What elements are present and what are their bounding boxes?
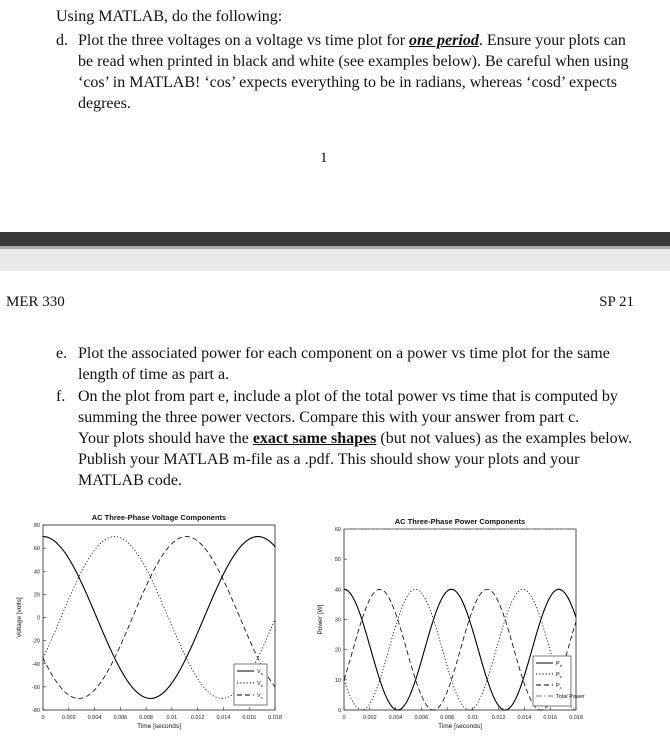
legend-label: Total Power (556, 694, 585, 700)
voltage-chart (0, 508, 330, 741)
y-tick-label: -80 (32, 708, 40, 714)
item-f-line-1: On the plot from part e, include a plot of the total power vs time that is computed by (78, 388, 618, 405)
x-axis-label: Time [seconds] (438, 723, 482, 730)
page-break-bar (0, 232, 670, 249)
x-tick-label: 0.018 (569, 715, 583, 721)
x-tick-label: 0.012 (491, 715, 506, 721)
x-tick-label: 0.002 (362, 715, 377, 721)
item-d-line-2: be read when printed in black and white (see examples below). Be careful when using (78, 53, 629, 70)
item-f-line-2: summing the three power vectors. Compare this with your answer from part c. (78, 409, 580, 426)
intro-text: Using MATLAB, do the following: (56, 8, 283, 25)
y-tick-label: -60 (32, 684, 40, 691)
y-tick-label: 80 (33, 523, 40, 529)
x-tick-label: 0 (41, 715, 45, 721)
item-f-body (78, 386, 632, 491)
item-f-line-4: Publish your MATLAB m-file as a .pdf. This should show your plots and your (78, 451, 580, 468)
page-gap (0, 249, 670, 271)
y-tick-label: 60 (334, 527, 341, 533)
x-tick-label: 0.014 (517, 715, 532, 721)
item-e-line-1: Plot the associated power for each component on a power vs time plot for the same (78, 345, 610, 362)
legend-label: $P_b$ (556, 672, 562, 679)
header-course: MER 330 (6, 294, 65, 310)
item-d-body (78, 30, 628, 114)
x-tick-label: 0.016 (543, 715, 558, 721)
item-d-line-4: degrees. (78, 95, 131, 112)
chart-title: AC Three-Phase Power Components (394, 517, 526, 526)
x-tick-label: 0.008 (139, 715, 153, 721)
item-e-body (78, 343, 610, 385)
item-e-label: e. (56, 345, 68, 362)
item-d-line-1: Plot the three voltages on a voltage vs time plot for one period. Ensure your plots can (78, 32, 626, 49)
item-e-line-2: length of time as part a. (78, 366, 230, 383)
x-tick-label: 0.004 (87, 715, 102, 721)
y-tick-label: -20 (32, 638, 40, 645)
legend-label: $V_a$ (257, 669, 263, 676)
y-tick-label: 40 (334, 587, 341, 594)
page-number: 1 (320, 150, 328, 166)
y-tick-label: 0 (36, 615, 40, 622)
x-tick-label: 0.012 (190, 715, 205, 721)
y-tick-label: 50 (334, 557, 341, 564)
emphasis-exact-same-shapes: exact same shapes (252, 430, 377, 447)
item-f-line-3: Your plots should have the exact same shapes (but not values) as the examples below. (78, 430, 633, 447)
item-d-line-3: ‘cos’ in MATLAB! ‘cos’ expects everything to be in radians, whereas ‘cosd’ expects (78, 74, 617, 91)
legend-label: $P_a$ (556, 661, 562, 668)
y-tick-label: 10 (334, 677, 341, 684)
legend-label: $V_b$ (257, 681, 263, 688)
chart-title: AC Three-Phase Voltage Components (91, 513, 227, 522)
page-1 (0, 0, 670, 232)
item-f-line-5: MATLAB code. (78, 472, 182, 489)
y-axis-label: Power [W] (317, 604, 324, 635)
x-tick-label: 0 (342, 715, 346, 721)
y-tick-label: 20 (33, 592, 40, 599)
y-tick-label: 60 (33, 546, 40, 553)
y-tick-label: 0 (337, 708, 341, 714)
item-d-label: d. (56, 32, 68, 49)
x-axis-label: Time [seconds] (137, 723, 181, 730)
x-tick-label: 0.008 (440, 715, 454, 721)
y-tick-label: 20 (334, 647, 341, 654)
y-tick-label: -40 (32, 661, 40, 668)
x-tick-label: 0.006 (414, 715, 429, 721)
x-tick-label: 0.01 (467, 715, 479, 721)
header-term: SP 21 (599, 294, 634, 310)
x-tick-label: 0.018 (268, 715, 282, 721)
x-tick-label: 0.016 (242, 715, 257, 721)
legend-label: $V_c$ (257, 693, 263, 700)
x-tick-label: 0.004 (388, 715, 403, 721)
emphasis-one-period: one period (409, 32, 479, 49)
x-tick-label: 0.01 (166, 715, 178, 721)
power-chart (312, 508, 670, 741)
y-tick-label: 40 (33, 569, 40, 576)
y-axis-label: Voltage [volts] (16, 597, 23, 638)
y-tick-label: 30 (334, 617, 341, 624)
x-tick-label: 0.002 (61, 715, 76, 721)
x-tick-label: 0.014 (216, 715, 231, 721)
legend-label: $P_c$ (556, 683, 562, 690)
item-f-label: f. (56, 388, 66, 405)
x-tick-label: 0.006 (113, 715, 128, 721)
